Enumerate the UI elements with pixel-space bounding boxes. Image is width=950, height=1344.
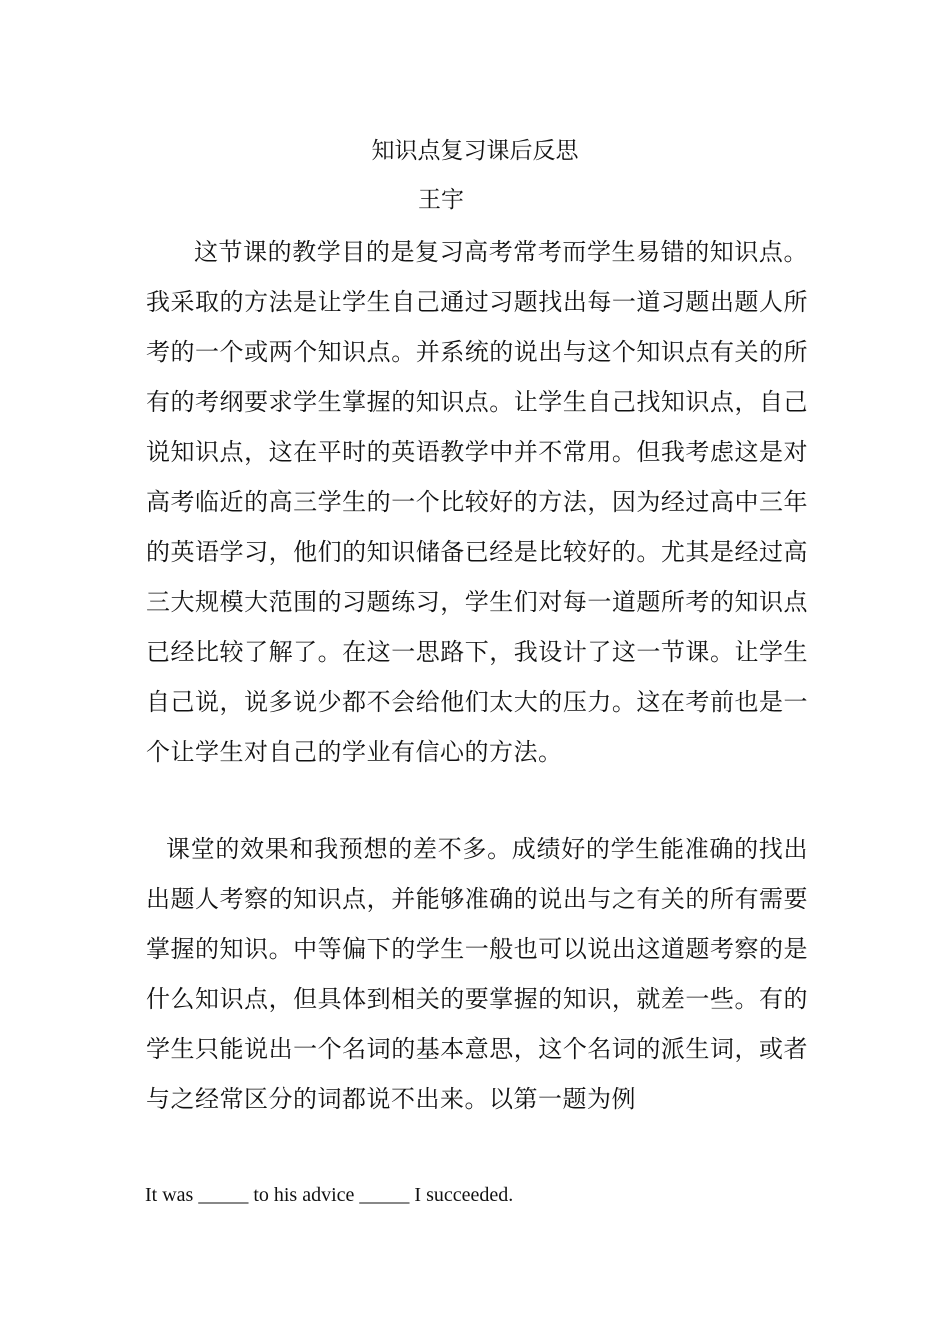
- document-title: 知识点复习课后反思: [371, 138, 579, 164]
- example-sentence: It was _____ to his advice _____ I succeeded.: [145, 1184, 514, 1206]
- paragraph-2: 课堂的效果和我预想的差不多。成绩好的学生能准确的找出出题人考察的知识点，并能够准确的说出与之有关的所有需要掌握的知识。中等偏下的学生一般也可以说出这道题考察的是什么知识点，但具体到相关的要掌握的知识，就差一些。有的学生只能说出一个名词的基本意思，这个名词的派生词，或者与之经常区分的词都说不出来。以第一题为例: [146, 835, 808, 1113]
- author-name: 王宇: [418, 187, 464, 213]
- paragraph-1: 这节课的教学目的是复习高考常考而学生易错的知识点。我采取的方法是让学生自己通过习题找出每一道习题出题人所考的一个或两个知识点。并系统的说出与这个知识点有关的所有的考纲要求学生掌握的知识点。让学生自己找知识点，自己说知识点，这在平时的英语教学中并不常用。但我考虑这是对高考临近的高三学生的一个比较好的方法，因为经过高中三年的英语学习，他们的知识储备已经是比较好的。尤其是经过高三大规模大范围的习题练习，学生们对每一道题所考的知识点已经比较了解了。在这一思路下，我设计了这一节课。让学生自己说，说多说少都不会给他们太大的压力。这在考前也是一个让学生对自己的学业有信心的方法。: [146, 238, 808, 766]
